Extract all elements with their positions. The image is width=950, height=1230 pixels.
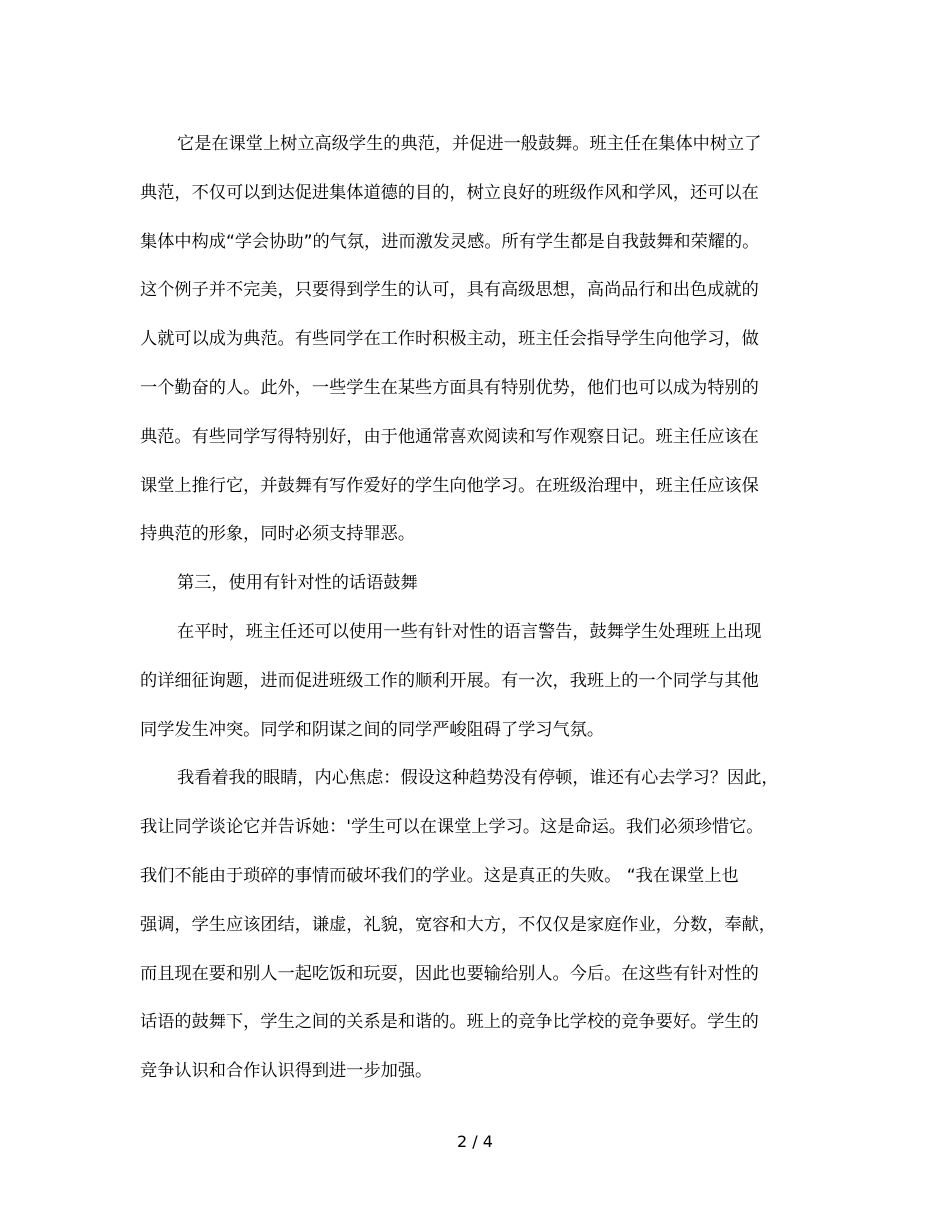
- paragraph-line: 强调，学生应该团结，谦虚，礼貌，宽容和大方，不仅仅是家庭作业，分数，奉献，: [140, 914, 776, 935]
- paragraph-line: 典范。有些同学写得特别好，由于他通常喜欢阅读和写作观察日记。班主任应该在: [140, 426, 759, 447]
- page-number: 2 / 4: [457, 1132, 493, 1151]
- paragraph-line: 而且现在要和别人一起吃饭和玩耍，因此也要输给别人。今后。在这些有针对性的: [140, 963, 759, 984]
- paragraph-line: 在平时，班主任还可以使用一些有针对性的语言警告，鼓舞学生处理班上出现: [177, 621, 762, 642]
- paragraph-line: 人就可以成为典范。有些同学在工作时积极主动，班主任会指导学生向他学习，做: [140, 329, 759, 350]
- paragraph-line: 典范，不仅可以到达促进集体道德的目的，树立良好的班级作风和学风，还可以在: [140, 182, 759, 203]
- section-heading: 第三，使用有针对性的话语鼓舞: [177, 573, 418, 594]
- paragraph-line: 集体中构成“学会协助”的气氛，进而激发灵感。所有学生都是自我鼓舞和荣耀的。: [140, 231, 760, 252]
- paragraph-line: 这个例子并不完美，只要得到学生的认可，具有高级思想，高尚品行和出色成就的: [140, 280, 759, 301]
- paragraph-line: 持典范的形象，同时必须支持罪恶。: [140, 524, 416, 545]
- paragraph-line: 它是在课堂上树立高级学生的典范，并促进一般鼓舞。班主任在集体中树立了: [177, 134, 762, 154]
- document-body: [140, 128, 820, 1104]
- paragraph-line: 同学发生冲突。同学和阴谋之间的同学严峻阻碍了学习气氛。: [140, 719, 605, 740]
- paragraph-line: 我看着我的眼睛，内心焦虑：假设这种趋势没有停顿，谁还有心去学习？因此，: [177, 768, 779, 789]
- paragraph-line: 竞争认识和合作认识得到进一步加强。: [140, 1061, 433, 1082]
- paragraph-line: 课堂上推行它，并鼓舞有写作爱好的学生向他学习。在班级治理中，班主任应该保: [140, 475, 759, 496]
- paragraph-line: 我让同学谈论它并告诉她：'学生可以在课堂上学习。这是命运。我们必须珍惜它。: [140, 817, 764, 838]
- paragraph-line: 一个勤奋的人。此外，一些学生在某些方面具有特别优势，他们也可以成为特别的: [140, 377, 759, 398]
- paragraph-line: 我们不能由于琐碎的事情而破坏我们的学业。这是真正的失败。 “我在课堂上也: [140, 865, 739, 886]
- paragraph-line: 的详细征询题，进而促进班级工作的顺利开展。有一次，我班上的一个同学与其他: [140, 670, 759, 691]
- paragraph-line: 话语的鼓舞下，学生之间的关系是和谐的。班上的竞争比学校的竞争要好。学生的: [140, 1012, 759, 1033]
